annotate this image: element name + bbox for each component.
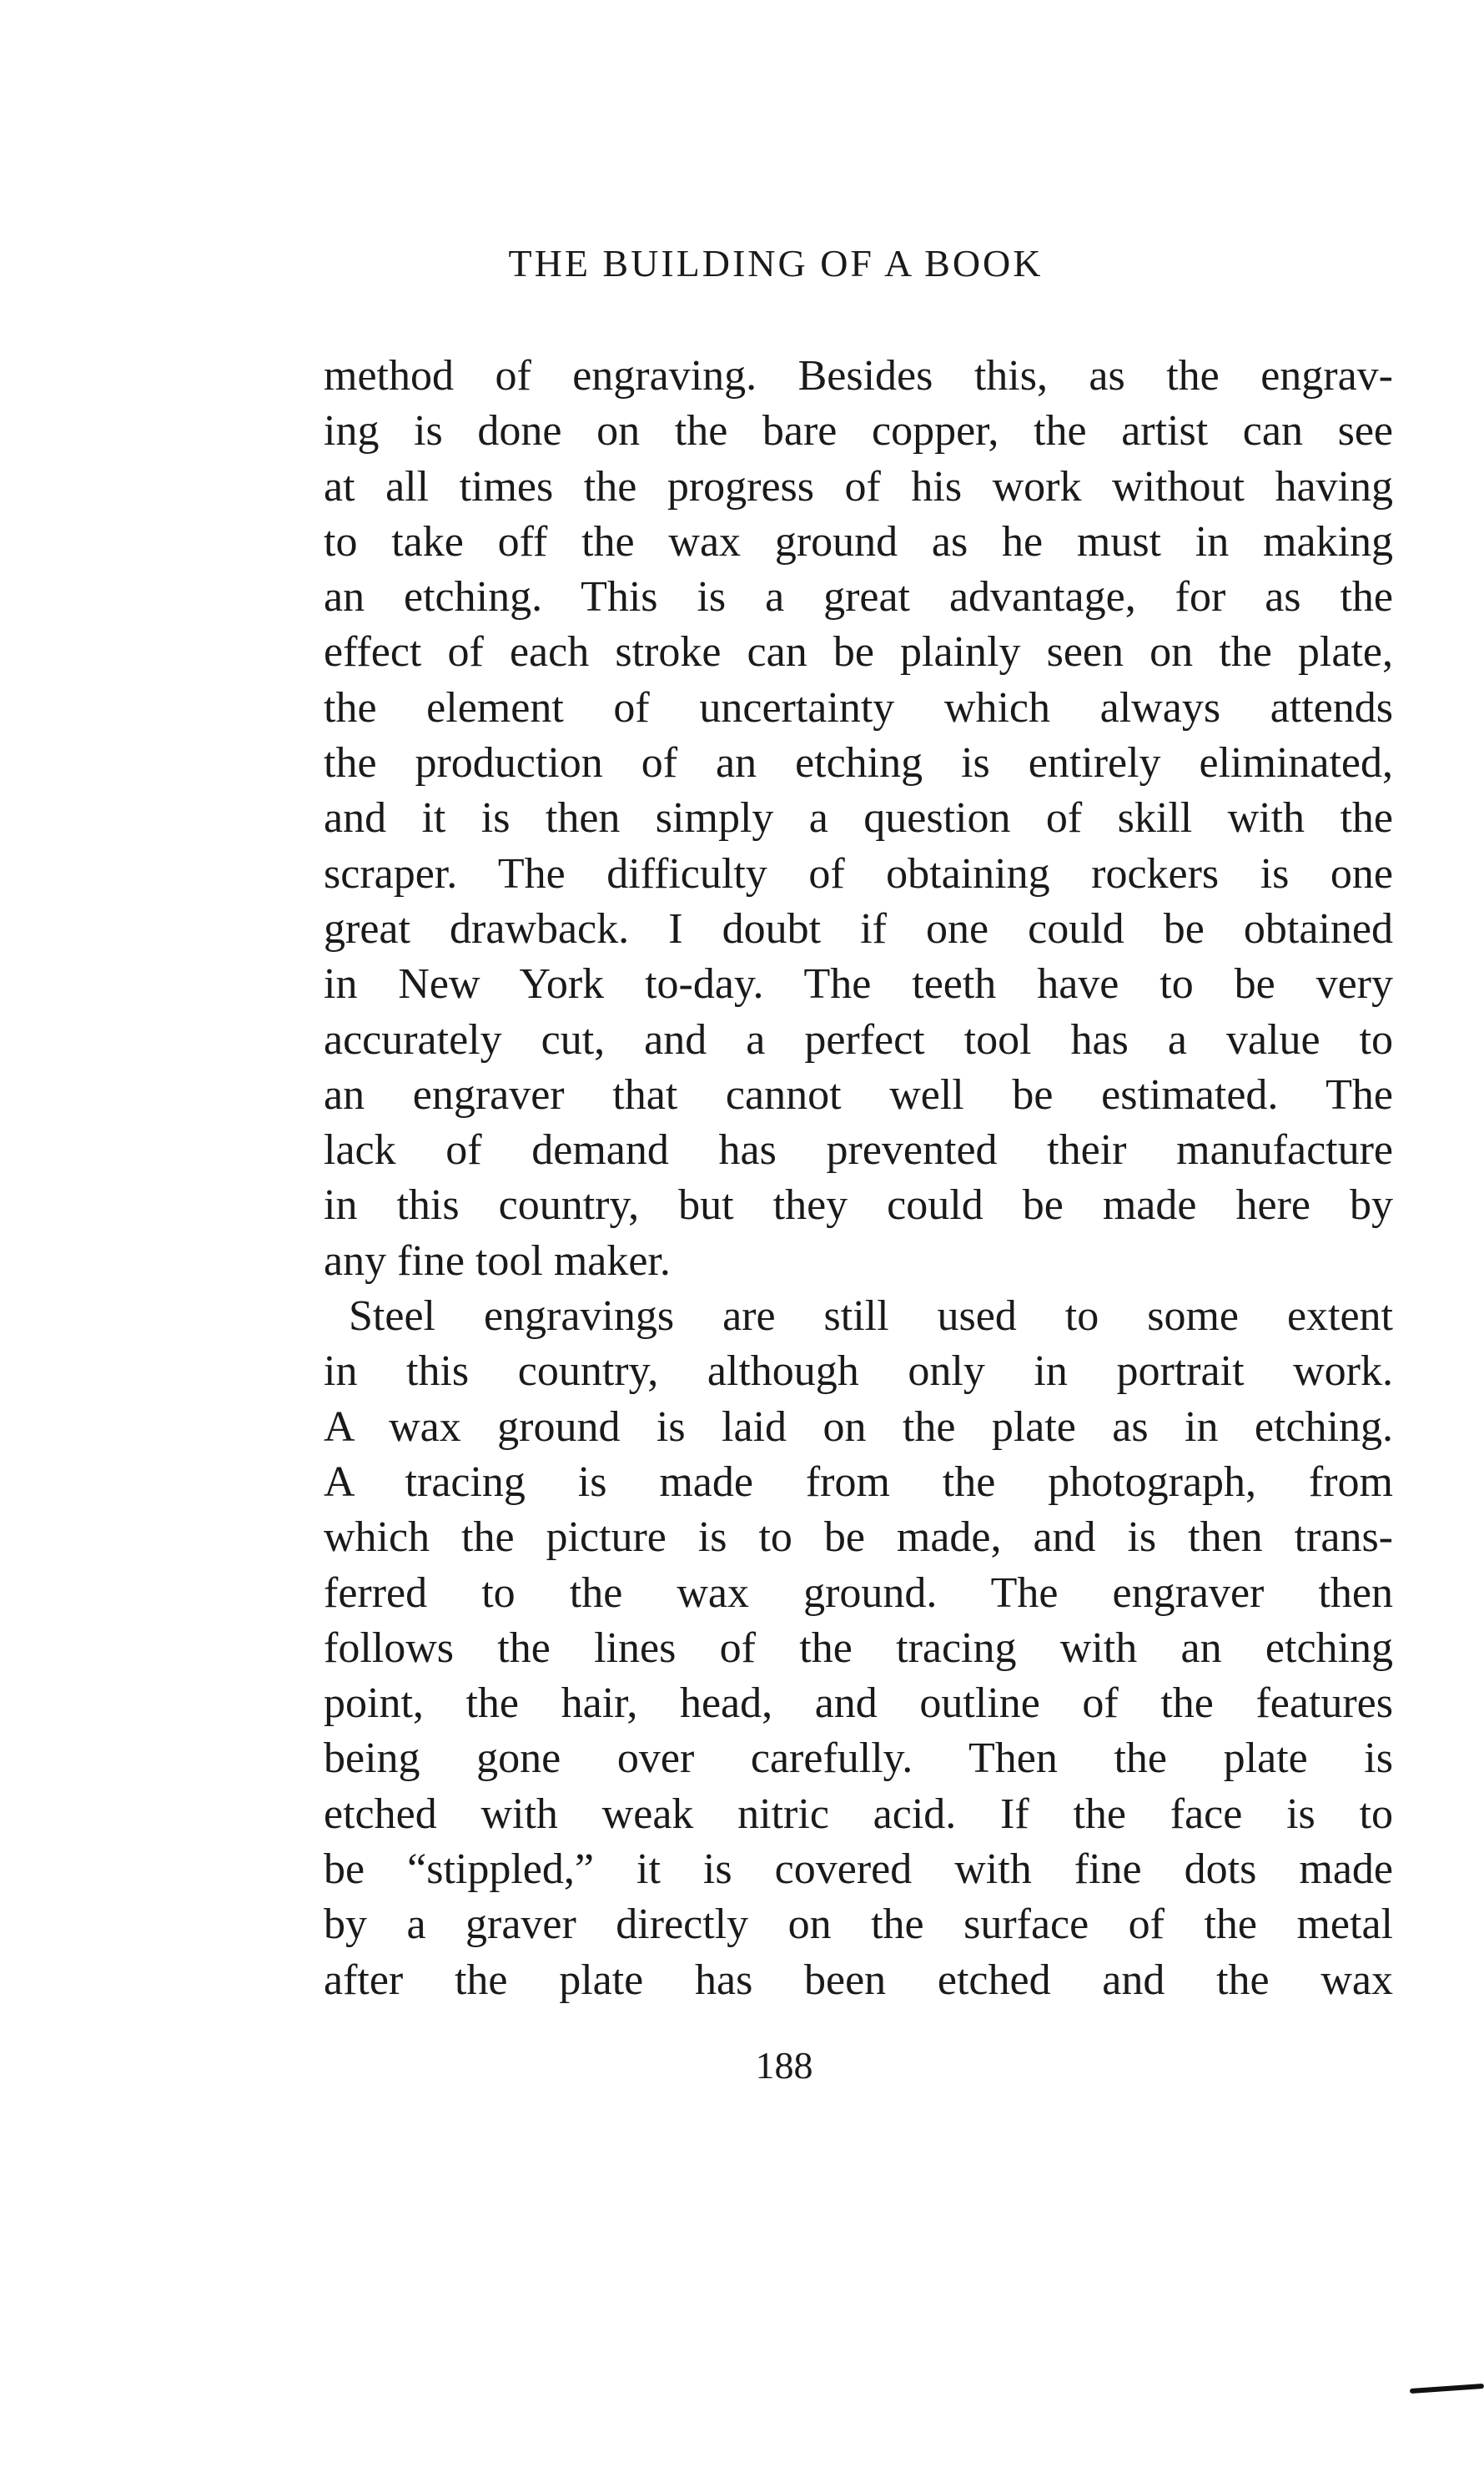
text-line: point, the hair, head, and outline of the features [324, 1679, 1393, 1728]
text-line: any fine tool maker. [324, 1236, 671, 1285]
text-line: follows the lines of the tracing with an etching [324, 1624, 1393, 1672]
text-line: an etching. This is a great advantage, for as the [324, 573, 1393, 622]
text-line: and it is then simply a question of skill with the [324, 794, 1393, 843]
text-line: Steel engravings are still used to some extent [349, 1292, 1393, 1341]
text-line: after the plate has been etched and the wax [324, 1956, 1393, 2004]
text-line: scraper. The difficulty of obtaining rockers is one [324, 849, 1393, 898]
text-line: by a graver directly on the surface of the metal [324, 1901, 1393, 1949]
text-line: the production of an etching is entirely eliminated, [324, 739, 1393, 788]
body-text [324, 349, 1393, 2008]
text-line: method of engraving. Besides this, as the engrav- [324, 352, 1393, 400]
running-head: THE BUILDING OF A BOOK [508, 242, 1044, 284]
text-line: the element of uncertainty which always attends [324, 683, 1393, 732]
text-line: etched with weak nitric acid. If the face is to [324, 1790, 1393, 1838]
text-line: which the picture is to be made, and is then trans- [324, 1513, 1393, 1562]
text-line: at all times the progress of his work without having [324, 462, 1393, 511]
text-line: be “stippled,” it is covered with fine dots made [324, 1845, 1393, 1894]
text-line: great drawback. I doubt if one could be obtained [324, 904, 1393, 953]
text-line: an engraver that cannot well be estimated. The [324, 1070, 1393, 1119]
text-line: accurately cut, and a perfect tool has a value to [324, 1015, 1393, 1064]
page-edge-mark [1410, 2384, 1484, 2394]
page-number: 188 [755, 2044, 813, 2087]
text-line: A tracing is made from the photograph, from [324, 1458, 1393, 1506]
text-line: to take off the wax ground as he must in making [324, 517, 1393, 566]
text-line: being gone over carefully. Then the plate is [324, 1734, 1393, 1783]
text-line: in this country, but they could be made here by [324, 1181, 1393, 1230]
text-line: effect of each stroke can be plainly seen on the plate, [324, 628, 1393, 677]
text-line: ferred to the wax ground. The engraver then [324, 1568, 1393, 1617]
text-line: A wax ground is laid on the plate as in etching. [324, 1402, 1393, 1451]
text-line: ing is done on the bare copper, the artist can see [324, 407, 1393, 456]
text-line: lack of demand has prevented their manufacture [324, 1126, 1393, 1175]
text-line: in New York to-day. The teeth have to be very [324, 960, 1393, 1009]
text-line: in this country, although only in portrait work. [324, 1347, 1393, 1396]
